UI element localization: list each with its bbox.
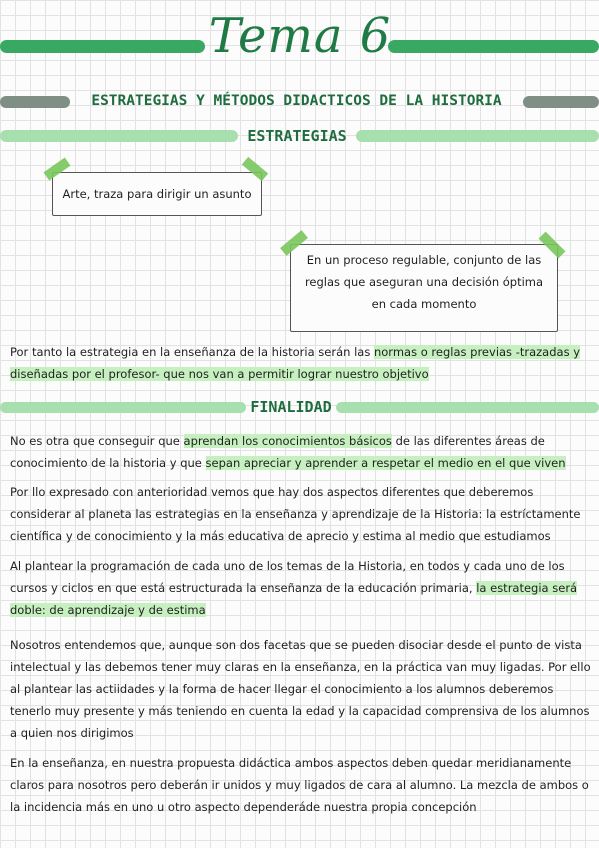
heading-bar-right (523, 96, 599, 108)
highlight-norms: normas o reglas previas -trazadas y diseñadas por el profesor- que nos van a permitir lograr nuestro objetivo (10, 345, 581, 381)
subheading-bar-left (0, 130, 238, 142)
main-heading: ESTRATEGIAS Y MÉTODOS DIDACTICOS DE LA HISTORIA (91, 93, 502, 109)
title-bar-left (0, 40, 205, 53)
finalidad-bar-left (0, 402, 246, 413)
definition-card-1-text: Arte, traza para dirigir un asunto (62, 187, 252, 201)
paragraph-two-aspects: Por llo expresado con anterioridad vemos que hay dos aspectos diferentes que deberemos considerar al planeta las estrategias en la enseñanza y aprendizaje de la Historia: la estríctamente científica y de conocimiento y la más educativa de aprecio y estima al medio que estudiamos (10, 485, 581, 543)
finalidad-bar-right (336, 402, 599, 413)
paragraph-finalidad: No es otra que conseguir que aprendan los conocimientos básicos de las diferentes áreas de conocimiento de la historia y que sepan apreciar y aprender a respetar el medio en el que viven (10, 434, 566, 470)
paragraph-strategy-definition: Por tanto la estrategia en la enseñanza de la historia serán las normas o reglas previas -trazadas y diseñadas por el profesor- que nos van a permitir lograr nuestro objetivo (10, 345, 581, 381)
definition-card-2 (290, 244, 558, 332)
title-bar-right (388, 40, 599, 53)
definition-card-1 (52, 172, 262, 216)
highlight-double-strategy: la estrategia será doble: de aprendizaje y de estima (10, 581, 578, 617)
finalidad-heading: FINALIDAD (250, 398, 332, 416)
page-title: Tema 6 (208, 8, 392, 64)
paragraph-teaching: En la enseñanza, en nuestra propuesta didáctica ambos aspectos deben quedar meridianamente claros para nosotros pero deberán ir unidos y muy ligados de cara al alumno. La mezcla de ambos o la incidencia más en uno u otro aspecto dependeráde nuestra propia concepción (10, 756, 589, 814)
subheading-bar-right (356, 130, 599, 142)
highlight-knowledge: aprendan los conocimientos básicos (183, 434, 392, 448)
sub-heading: ESTRATEGIAS (247, 127, 347, 145)
definition-card-2-text: En un proceso regulable, conjunto de las reglas que aseguran una decisión óptima en cada momento (304, 253, 544, 311)
heading-bar-left (0, 96, 70, 108)
highlight-respect: sepan apreciar y aprender a respetar el medio en el que viven (205, 456, 566, 470)
paragraph-programming: Al plantear la programación de cada uno de los temas de la Historia, en todos y cada uno de los cursos y ciclos en que está estructurada la enseñanza de la educación primaria, la estrategia será doble: de aprendizaje y de estima (10, 559, 578, 617)
paragraph-facets: Nosotros entendemos que, aunque son dos facetas que se pueden disociar desde el punto de vista intelectual y las debemos tener muy claras en la enseñanza, en la práctica van muy ligadas. Por ello al plantear las actiidades y la forma de hacer llegar el conocimiento a los alumnos deberemos tenerlo muy presente y más teniendo en cuenta la edad y la capacidad comprensiva de los alumnos a quien nos dirigimos (10, 638, 591, 740)
